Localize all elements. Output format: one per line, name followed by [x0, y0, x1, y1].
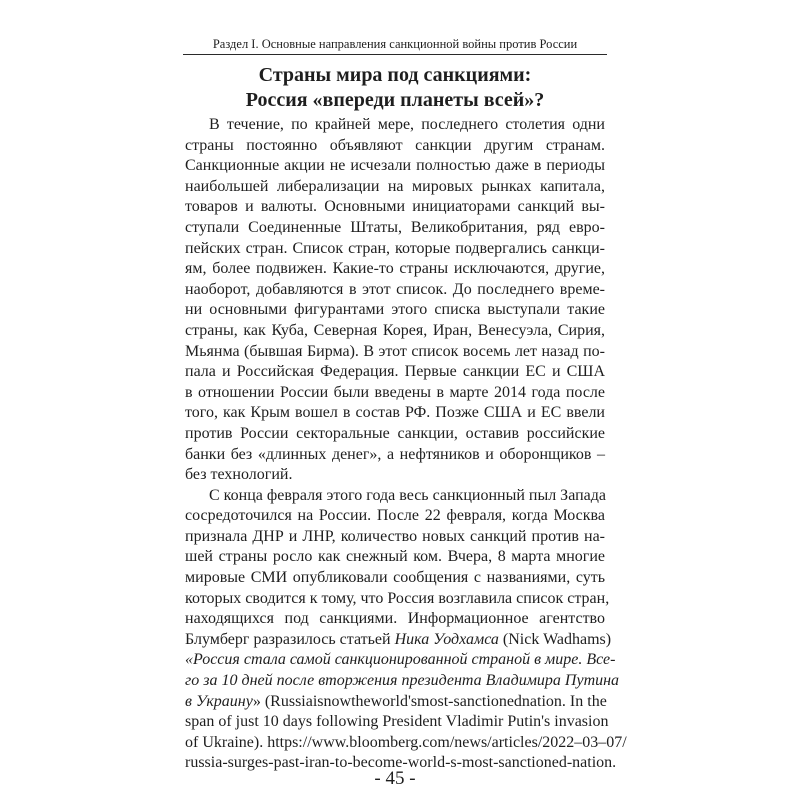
text-line: пала и Российская Федерация. Первые санкции ЕС и США — [185, 363, 605, 381]
text-line: В течение, по крайней мере, последнего столетия одни — [209, 116, 605, 133]
header-rule — [183, 54, 607, 55]
text-line: Мьянма (бывшая Бирма). В этот список восемь лет назад по- — [185, 342, 605, 360]
section-title — [185, 63, 605, 113]
text-line: банки без «длинных денег», а нефтяников и оборонщиков – — [185, 445, 605, 463]
running-head: Раздел I. Основные направления санкционной войны против России — [212, 37, 578, 51]
text-line: без технологий. — [185, 466, 293, 484]
text-line: признала ДНР и ЛНР, количество новых санкций против на- — [185, 527, 605, 545]
text-run: Блумберг разразилось статьей — [185, 630, 395, 648]
text-run: (Nick Wadhams) — [498, 630, 612, 648]
text-run: » (Russiaisnowtheworld'smost-sanctionednation. In the — [252, 692, 607, 710]
text-line: того, как Крым вошел в состав РФ. Позже США и ЕС ввели — [185, 404, 605, 422]
text-line: товаров и валюты. Основными инициаторами санкций вы- — [185, 198, 605, 216]
title-line-2: Россия «впереди планеты всей»? — [245, 89, 545, 111]
text-line: страны постоянно объявляют санкции другим странам. — [185, 136, 605, 154]
quoted-title-end: в Украину — [185, 692, 253, 710]
text-line: которых сводится к тому, что Россия возглавила список стран, — [185, 589, 610, 607]
quoted-title-line: «Россия стала самой санкционированной страной в мире. Все- — [185, 651, 616, 669]
text-line: страны, как Куба, Северная Корея, Иран, Венесуэла, Сирия, — [185, 321, 605, 339]
text-line: пейских стран. Список стран, которые подвергались санкци- — [185, 239, 605, 257]
quoted-title-line: го за 10 дней после вторжения президента Владимира Путина — [185, 672, 620, 690]
text-line: span of just 10 days following President Vladimir Putin's invasion — [185, 713, 609, 731]
url-line: of Ukraine). https://www.bloomberg.com/news/articles/2022–03–07/ — [185, 733, 627, 751]
text-line: наибольшей либерализации на мировых рынках капитала, — [185, 177, 605, 195]
text-line: С конца февраля этого года весь санкционный пыл Запада — [209, 486, 606, 504]
page-number: - 45 - — [374, 768, 416, 789]
title-line-1: Страны мира под санкциями: — [258, 64, 532, 86]
url-line: russia-surges-past-iran-to-become-world-s-most-sanctioned-nation. — [185, 754, 617, 772]
text-line: шей страны росло как снежный ком. Вчера, 8 марта многие — [185, 548, 605, 566]
text-line: ступали Соединенные Штаты, Великобритания, ряд евро- — [185, 218, 605, 236]
text-line: ни основными фигурантами этого списка выступали такие — [185, 301, 605, 319]
text-line — [185, 630, 612, 651]
text-line: ям, более подвижен. Какие-то страны исключаются, другие, — [185, 260, 605, 278]
text-line: против России секторальные санкции, оставив российские — [185, 424, 605, 442]
body-text — [185, 115, 627, 774]
text-line: Санкционные акции не исчезали полностью даже в периоды — [185, 157, 605, 175]
book-page — [185, 36, 627, 796]
text-line: находящихся под санкциями. Информационное агентство — [185, 610, 605, 628]
text-line — [185, 692, 605, 713]
paragraph-1 — [185, 115, 605, 486]
text-line: наоборот, добавляются в этот список. До последнего време- — [185, 280, 605, 298]
author-name-italic: Ника Уодхамса — [394, 630, 499, 648]
text-line: в отношении России были введены в марте 2014 года после — [185, 383, 605, 401]
text-line: сосредоточился на России. После 22 февраля, когда Москва — [185, 507, 605, 525]
paragraph-2 — [185, 486, 627, 774]
text-line: мировые СМИ опубликовали сообщения с названиями, суть — [185, 569, 605, 587]
